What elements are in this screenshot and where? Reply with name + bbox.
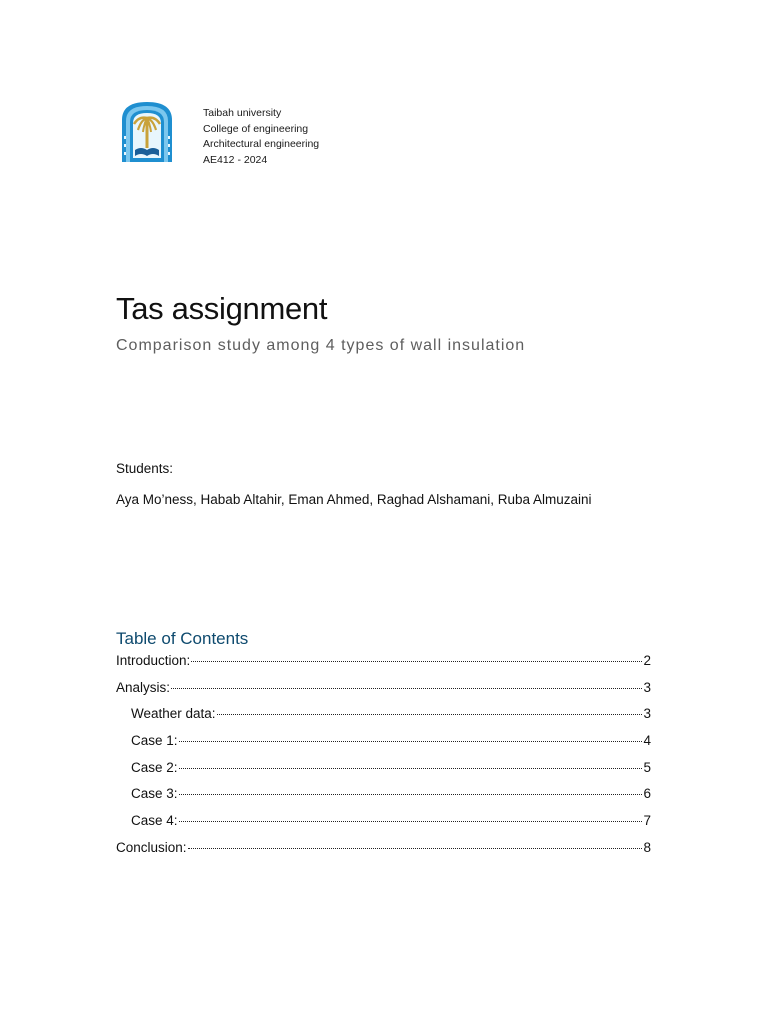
toc-leader-dots [188,848,643,849]
toc-page-number: 6 [643,786,651,802]
institution-college: College of engineering [203,122,309,135]
toc-leader-dots [179,821,643,822]
toc-leader-dots [179,768,643,769]
toc-entry-label: Analysis: [116,679,171,695]
institution-university: Taibah university [203,107,282,119]
toc-entry-case-4[interactable] [116,812,651,839]
toc-page-number: 4 [643,733,651,749]
toc-entry-case-3[interactable] [116,785,651,812]
institution-info [203,106,319,168]
toc-page-number: 8 [643,839,651,855]
toc-entry-label: Case 3: [131,786,178,802]
document-title: Tas assignment [116,291,328,326]
toc-entry-label: Introduction: [116,653,191,668]
toc-leader-dots [179,794,643,795]
toc-entry-case-2[interactable] [116,759,651,786]
toc-leader-dots [171,688,642,689]
toc-heading: Table of Contents [116,629,249,648]
toc-entry-label: Conclusion: [116,839,187,855]
toc-entry-conclusion[interactable] [116,839,651,866]
institution-course: AE412 - 2024 [203,153,268,166]
toc-entry-analysis[interactable] [116,679,651,706]
toc-leader-dots [179,741,643,742]
toc-leader-dots [217,714,643,715]
institution-department: Architectural engineering [203,138,320,150]
toc-page-number: 3 [643,679,651,695]
toc-entry-label: Case 2: [131,759,178,775]
university-logo-icon [119,100,175,164]
students-names: Aya Mo’ness, Habab Altahir, Eman Ahmed, Raghad Alshamani, Ruba Almuzaini [116,492,592,507]
table-of-contents [116,652,651,866]
toc-page-number: 5 [643,759,651,775]
students-label: Students: [116,461,174,476]
toc-entry-introduction[interactable] [116,652,651,679]
document-subtitle: Comparison study among 4 types of wall insulation [116,337,526,354]
toc-entry-label: Weather data: [131,706,216,722]
toc-entry-label: Case 1: [131,733,178,749]
toc-page-number: 3 [643,706,651,722]
toc-entry-label: Case 4: [131,813,178,829]
toc-page-number: 7 [643,813,651,829]
toc-entry-case-1[interactable] [116,732,651,759]
toc-page-number: 2 [643,653,651,668]
toc-leader-dots [191,661,642,662]
toc-entry-weather-data[interactable] [116,705,651,732]
